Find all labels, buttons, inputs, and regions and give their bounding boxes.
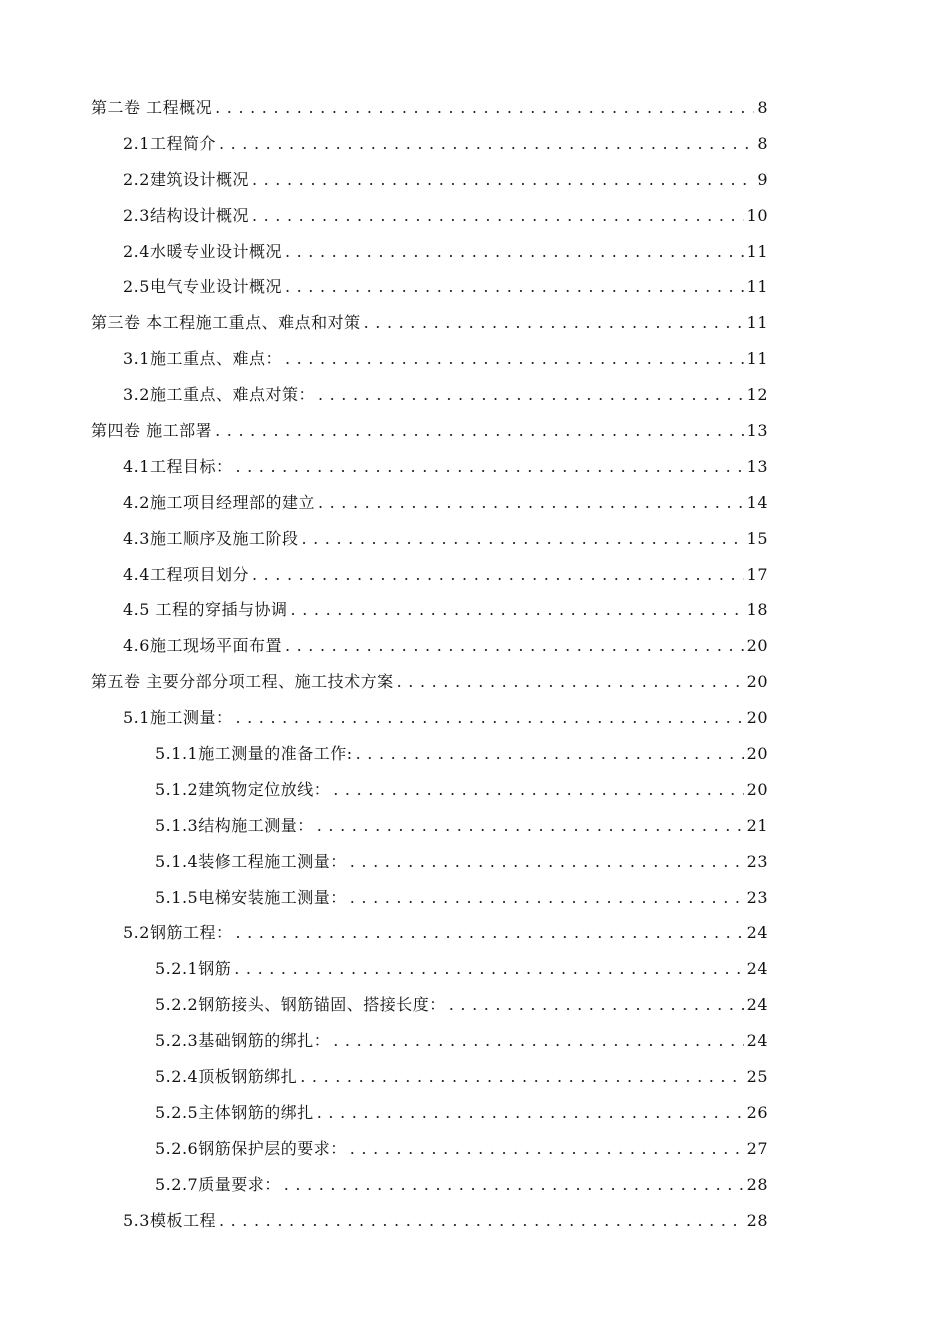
toc-entry-page-number: 20 (746, 743, 768, 763)
toc-dot-leader (397, 672, 744, 692)
toc-entry-page-number: 28 (746, 1174, 768, 1194)
toc-entry-content (123, 170, 768, 190)
toc-dot-leader (252, 170, 754, 190)
toc-entry[interactable] (0, 915, 950, 951)
toc-entry-page-number: 8 (757, 133, 768, 153)
toc-dot-leader (317, 816, 744, 836)
toc-entry-page-number: 27 (746, 1138, 768, 1158)
toc-dot-leader (235, 923, 743, 943)
toc-dot-leader (350, 852, 744, 872)
toc-entry-content (123, 242, 768, 262)
toc-entry[interactable] (0, 126, 950, 162)
toc-dot-leader (333, 1031, 743, 1051)
toc-entry-page-number: 10 (746, 205, 768, 225)
toc-entry-content (155, 1139, 768, 1159)
toc-entry-content (155, 888, 768, 908)
toc-entry[interactable] (0, 90, 950, 126)
toc-entry-page-number: 14 (746, 492, 768, 512)
toc-entry-page-number: 21 (746, 815, 768, 835)
toc-entry[interactable] (0, 1095, 950, 1131)
toc-entry-content (155, 1067, 768, 1087)
toc-entry[interactable] (0, 736, 950, 772)
toc-dot-leader (235, 457, 743, 477)
toc-entry-title[interactable]: 2.3结构设计概况 (123, 205, 249, 225)
toc-dot-leader (252, 206, 744, 226)
toc-entry-page-number: 23 (746, 851, 768, 871)
toc-dot-leader (356, 744, 744, 764)
toc-entry-page-number: 13 (746, 456, 768, 476)
toc-entry-page-number: 28 (746, 1210, 768, 1230)
toc-entry-page-number: 12 (746, 385, 768, 405)
toc-entry-page-number: 9 (757, 169, 768, 189)
toc-entry-content (155, 959, 768, 979)
toc-entry-content (91, 672, 768, 692)
toc-entry-page-number: 24 (746, 1031, 768, 1051)
toc-entry[interactable] (0, 341, 950, 377)
toc-entry-content (123, 636, 768, 656)
toc-entry-title[interactable]: 5.2.5主体钢筋的绑扎 (155, 1102, 314, 1122)
toc-entry-content (123, 923, 768, 943)
toc-entry-page-number: 11 (746, 349, 768, 369)
toc-entry-title[interactable]: 5.1.2建筑物定位放线： (155, 779, 331, 799)
toc-dot-leader (285, 636, 744, 656)
toc-dot-leader (364, 313, 744, 333)
toc-entry[interactable] (0, 628, 950, 664)
toc-dot-leader (317, 1103, 744, 1123)
toc-entry-content (155, 744, 768, 764)
toc-entry-content (123, 277, 768, 297)
toc-entry-page-number: 13 (746, 420, 768, 440)
toc-entry[interactable] (0, 844, 950, 880)
toc-entry-title[interactable]: 2.1工程简介 (123, 133, 216, 153)
toc-entry-title[interactable]: 5.2钢筋工程： (123, 923, 233, 943)
toc-entry-page-number: 25 (746, 1066, 768, 1086)
toc-entry-title[interactable]: 5.1施工测量： (123, 708, 233, 728)
toc-entry-content (91, 98, 768, 118)
toc-entry-page-number: 11 (746, 313, 768, 333)
toc-entry[interactable] (0, 269, 950, 305)
toc-entry-title[interactable]: 4.4工程项目划分 (123, 564, 249, 584)
table-of-contents (0, 90, 950, 1239)
toc-entry-title[interactable]: 3.2施工重点、难点对策： (123, 385, 315, 405)
toc-entry-content (123, 457, 768, 477)
toc-entry[interactable] (0, 880, 950, 916)
toc-entry[interactable] (0, 377, 950, 413)
toc-entry-title[interactable]: 5.1.1施工测量的准备工作: (155, 743, 353, 763)
toc-entry-title[interactable]: 第五卷 主要分部分项工程、施工技术方案 (91, 672, 394, 692)
toc-entry[interactable] (0, 1023, 950, 1059)
toc-dot-leader (215, 98, 754, 118)
toc-dot-leader (333, 780, 743, 800)
toc-entry-content (155, 1175, 768, 1195)
toc-dot-leader (252, 565, 744, 585)
toc-dot-leader (234, 959, 743, 979)
toc-entry-title[interactable]: 5.3模板工程 (123, 1210, 216, 1230)
toc-entry[interactable] (0, 1059, 950, 1095)
toc-dot-leader (318, 385, 744, 405)
toc-dot-leader (291, 600, 744, 620)
toc-dot-leader (301, 529, 743, 549)
toc-entry-title[interactable]: 2.4水暖专业设计概况 (123, 241, 282, 261)
toc-entry[interactable] (0, 521, 950, 557)
toc-entry[interactable] (0, 557, 950, 593)
toc-entry[interactable] (0, 1203, 950, 1239)
toc-entry-title[interactable]: 5.2.1钢筋 (155, 959, 232, 979)
toc-entry-page-number: 24 (746, 995, 768, 1015)
toc-entry-page-number: 11 (746, 241, 768, 261)
toc-entry-title[interactable]: 第三卷 本工程施工重点、难点和对策 (91, 313, 361, 333)
toc-dot-leader (285, 277, 744, 297)
toc-entry-page-number: 20 (746, 708, 768, 728)
toc-dot-leader (350, 888, 744, 908)
toc-dot-leader (285, 242, 744, 262)
toc-entry-title[interactable]: 5.2.3基础钢筋的绑扎： (155, 1031, 331, 1051)
toc-entry[interactable] (0, 305, 950, 341)
toc-entry-content (123, 600, 768, 620)
toc-entry-page-number: 20 (746, 636, 768, 656)
toc-entry-content (123, 349, 768, 369)
toc-entry-content (123, 493, 768, 513)
toc-entry-title[interactable]: 5.1.4装修工程施工测量： (155, 851, 347, 871)
toc-entry-title[interactable]: 3.1施工重点、难点： (123, 349, 282, 369)
toc-entry-content (123, 385, 768, 405)
toc-entry-title[interactable]: 5.2.2钢筋接头、钢筋锚固、搭接长度： (155, 995, 446, 1015)
toc-entry[interactable] (0, 1167, 950, 1203)
toc-entry-page-number: 26 (746, 1102, 768, 1122)
toc-entry-content (155, 852, 768, 872)
toc-entry-title[interactable]: 5.1.5电梯安装施工测量： (155, 887, 347, 907)
toc-entry-title[interactable]: 4.5 工程的穿插与协调 (123, 600, 288, 620)
toc-entry-content (123, 565, 768, 585)
toc-entry[interactable] (0, 162, 950, 198)
toc-entry-title[interactable]: 4.6施工现场平面布置 (123, 636, 282, 656)
toc-entry[interactable] (0, 951, 950, 987)
toc-entry[interactable] (0, 772, 950, 808)
toc-entry-page-number: 24 (746, 923, 768, 943)
toc-dot-leader (235, 708, 743, 728)
toc-entry-content (91, 421, 768, 441)
toc-entry-content (123, 134, 768, 154)
toc-entry[interactable] (0, 987, 950, 1023)
toc-entry-title[interactable]: 4.3施工顺序及施工阶段 (123, 528, 299, 548)
toc-dot-leader (350, 1139, 744, 1159)
toc-entry-page-number: 23 (746, 887, 768, 907)
toc-entry-content (123, 206, 768, 226)
toc-entry-content (91, 313, 768, 333)
toc-entry-content (155, 1103, 768, 1123)
toc-dot-leader (300, 1067, 743, 1087)
toc-entry-page-number: 8 (757, 97, 768, 117)
toc-entry-content (123, 529, 768, 549)
toc-entry-title[interactable]: 2.2建筑设计概况 (123, 169, 249, 189)
toc-entry[interactable] (0, 198, 950, 234)
toc-entry-page-number: 18 (746, 600, 768, 620)
toc-entry-title[interactable]: 4.1工程目标： (123, 456, 233, 476)
toc-entry[interactable] (0, 664, 950, 700)
toc-entry-title[interactable]: 4.2施工项目经理部的建立 (123, 492, 315, 512)
toc-dot-leader (449, 995, 744, 1015)
toc-entry-content (155, 780, 768, 800)
toc-entry-page-number: 24 (746, 959, 768, 979)
toc-dot-leader (285, 349, 744, 369)
toc-entry-content (155, 816, 768, 836)
toc-entry[interactable] (0, 413, 950, 449)
toc-entry-title[interactable]: 2.5电气专业设计概况 (123, 277, 282, 297)
toc-entry-title[interactable]: 5.2.4顶板钢筋绑扎 (155, 1066, 298, 1086)
toc-entry-content (155, 995, 768, 1015)
toc-entry[interactable] (0, 1131, 950, 1167)
toc-entry-title[interactable]: 5.2.6钢筋保护层的要求： (155, 1138, 347, 1158)
toc-entry[interactable] (0, 234, 950, 270)
toc-entry-page-number: 20 (746, 779, 768, 799)
toc-dot-leader (284, 1175, 744, 1195)
toc-entry[interactable] (0, 485, 950, 521)
toc-entry[interactable] (0, 700, 950, 736)
toc-dot-leader (215, 421, 744, 441)
toc-dot-leader (219, 1211, 744, 1231)
toc-entry-content (155, 1031, 768, 1051)
toc-entry-page-number: 17 (746, 564, 768, 584)
toc-dot-leader (219, 134, 754, 154)
toc-entry-title[interactable]: 第四卷 施工部署 (91, 420, 213, 440)
toc-entry-title[interactable]: 第二卷 工程概况 (91, 97, 213, 117)
toc-entry-page-number: 11 (746, 277, 768, 297)
toc-entry-content (123, 1211, 768, 1231)
toc-entry[interactable] (0, 449, 950, 485)
toc-dot-leader (318, 493, 744, 513)
toc-entry-content (123, 708, 768, 728)
toc-entry-page-number: 15 (746, 528, 768, 548)
toc-entry-page-number: 20 (746, 672, 768, 692)
toc-entry-title[interactable]: 5.2.7质量要求： (155, 1174, 281, 1194)
toc-entry[interactable] (0, 808, 950, 844)
toc-entry[interactable] (0, 592, 950, 628)
toc-entry-title[interactable]: 5.1.3结构施工测量： (155, 815, 314, 835)
